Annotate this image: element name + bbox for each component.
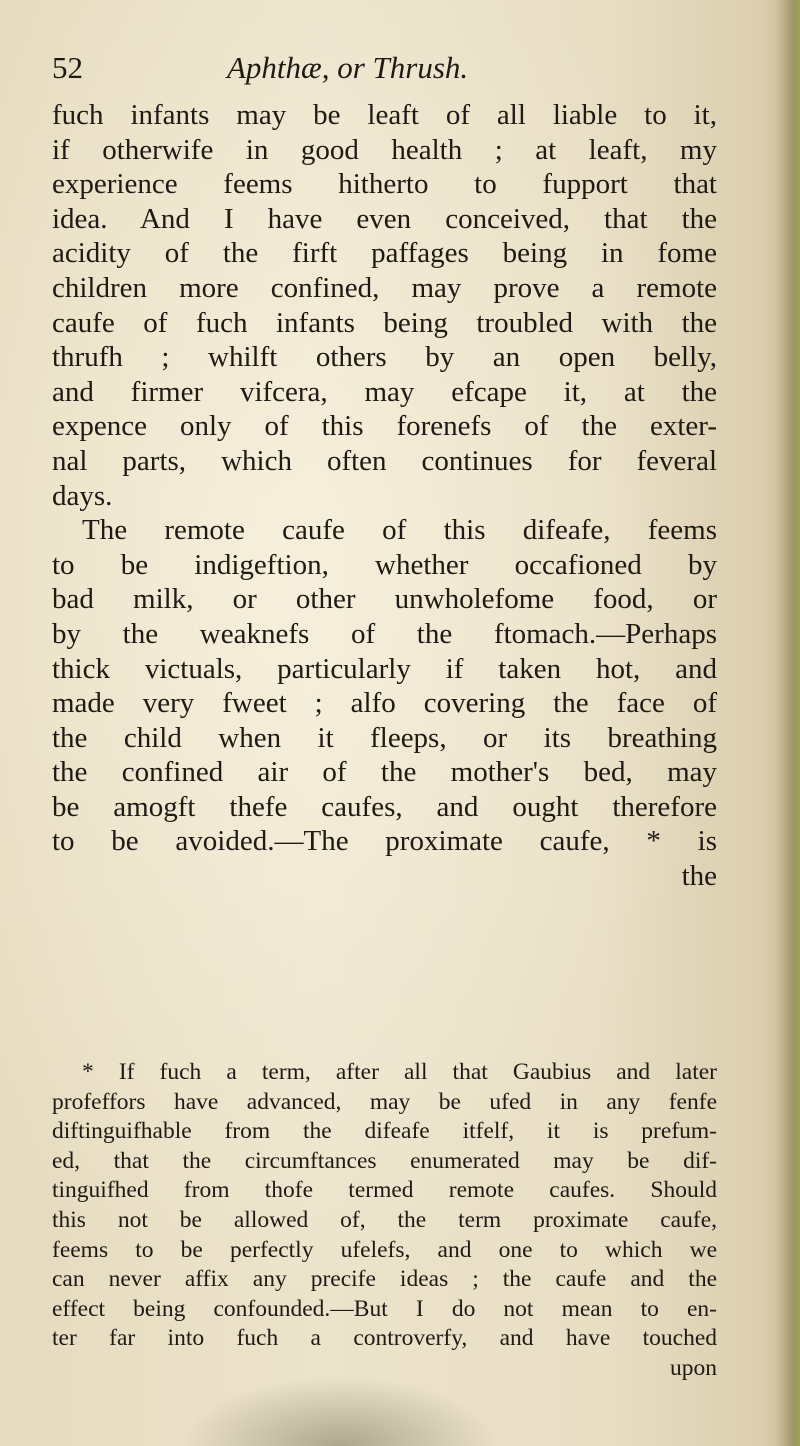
footnote-line: effect being confounded.—But I do not mean to en-: [52, 1295, 717, 1322]
text-line: if otherwife in good health ; at leaft, my: [52, 133, 717, 166]
text-line: to be indigeftion, whether occafioned by: [52, 548, 717, 581]
text-line: idea. And I have even conceived, that the: [52, 202, 717, 235]
text-line: thick victuals, particularly if taken hot, and: [52, 652, 717, 685]
footnote-catchword: upon: [670, 1354, 717, 1381]
text-line: days.: [52, 479, 113, 512]
running-head: Aphthæ, or Thrush.: [227, 50, 469, 85]
text-line: caufe of fuch infants being troubled with the: [52, 306, 717, 339]
text-line: experience feems hitherto to fupport that: [52, 168, 717, 201]
text-line: by the weaknefs of the ftomach.—Perhaps: [52, 617, 717, 650]
footnote-line: feems to be perfectly ufelefs, and one to which we: [52, 1236, 717, 1263]
footnote-line: can never affix any precife ideas ; the caufe and the: [52, 1266, 717, 1293]
footnote-line: ter far into fuch a controverfy, and have touched: [52, 1325, 717, 1352]
footnote-line: * If fuch a term, after all that Gaubius and later: [82, 1059, 717, 1085]
footnote-line: this not be allowed of, the term proximate caufe,: [52, 1206, 717, 1233]
footnote-line: diftinguifhable from the difeafe itfelf, it is prefum-: [52, 1118, 717, 1145]
bottom-stain: [180, 1376, 500, 1446]
page-edge-shadow: [774, 0, 800, 1446]
text-line: acidity of the firft paffages being in fome: [52, 237, 717, 270]
text-line: thrufh ; whilft others by an open belly,: [52, 341, 717, 374]
footnote-line: ed, that the circumftances enumerated may be dif-: [52, 1147, 717, 1174]
catchword: the: [681, 860, 717, 893]
footnote: [52, 1058, 717, 1384]
text-line: bad milk, or other unwholefome food, or: [52, 583, 717, 616]
text-line: the child when it fleeps, or its breathing: [52, 721, 717, 754]
page-number: 52: [52, 50, 83, 85]
text-line: nal parts, which often continues for feveral: [52, 444, 717, 477]
text-line: the confined air of the mother's bed, may: [52, 756, 717, 789]
text-line: The remote caufe of this difeafe, feems: [82, 514, 717, 547]
text-line: be amogft thefe caufes, and ought therefore: [52, 790, 717, 823]
footnote-line: profeffors have advanced, may be ufed in any fenfe: [52, 1088, 717, 1115]
footnote-line: tinguifhed from thofe termed remote caufes. Should: [52, 1177, 717, 1204]
text-line: children more confined, may prove a remote: [52, 271, 717, 304]
text-line: and firmer vifcera, may efcape it, at the: [52, 375, 717, 408]
text-line: expence only of this forenefs of the exter-: [52, 410, 717, 443]
text-line: to be avoided.—The proximate caufe, * is: [52, 825, 717, 858]
text-line: made very fweet ; alfo covering the face of: [52, 687, 717, 720]
page-header: [52, 50, 732, 98]
main-text: [52, 98, 717, 894]
text-line: fuch infants may be leaft of all liable to it,: [52, 99, 717, 131]
